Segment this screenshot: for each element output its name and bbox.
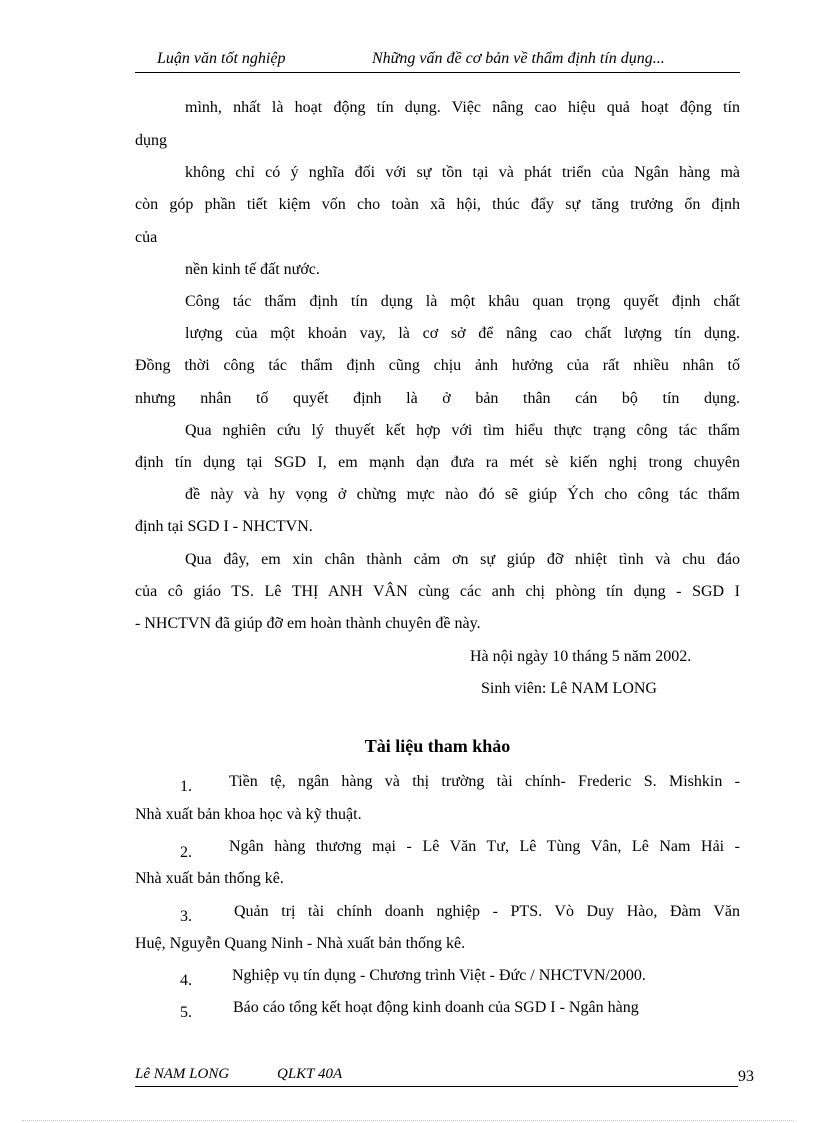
body-line: - NHCTVN đã giúp đỡ em hoàn thành chuyên đề này.	[135, 615, 481, 632]
reference-text: Tiền tệ, ngân hàng và thị trường tài chính- Frederic S. Mishkin -	[229, 773, 740, 790]
body-line: Qua đây, em xin chân thành cảm ơn sự giúp đỡ nhiệt tình và chu đáo	[185, 551, 740, 568]
body-line: đề này và hy vọng ở chừng mực nào đó sẽ giúp Ých cho công tác thẩm	[185, 486, 740, 503]
references-title: Tài liệu tham khảo	[364, 736, 511, 756]
reference-text: Ngân hàng thương mại - Lê Văn Tư, Lê Tùng Vân, Lê Nam Hải -	[229, 838, 740, 855]
reference-number: 4.	[180, 972, 192, 989]
body-line: Công tác thẩm định tín dụng là một khâu quan trọng quyết định chất	[185, 293, 740, 310]
page-footer	[135, 1066, 738, 1087]
reference-number: 5.	[180, 1004, 192, 1021]
reference-text: Nhà xuất bản khoa học và kỹ thuật.	[135, 806, 362, 823]
header-thesis-topic: Những vấn đề cơ bản về thẩm định tín dụng...	[372, 50, 665, 67]
header-thesis-label: Luận văn tốt nghiệp	[157, 50, 286, 67]
body-line: nền kinh tế đất nước.	[185, 261, 320, 278]
body-line: của cô giáo TS. Lê THỊ ANH VÂN cùng các anh chị phòng tín dụng - SGD I	[135, 583, 740, 600]
body-line: còn góp phần tiết kiệm vốn cho toàn xã hội, thúc đẩy sự tăng trưởng ổn định	[135, 196, 740, 213]
reference-text: Quản trị tài chính doanh nghiệp - PTS. Vò Duy Hào, Đàm Văn	[234, 903, 740, 920]
body-line: nhưng nhân tố quyết định là ở bản thân cán bộ tín dụng.	[135, 390, 740, 407]
body-line: định tín dụng tại SGD I, em mạnh dạn đưa ra mét sè kiến nghị trong chuyên	[135, 454, 740, 471]
reference-text: Huệ, Nguyễn Quang Ninh - Nhà xuất bản thống kê.	[135, 935, 466, 952]
body-line: mình, nhất là hoạt động tín dụng. Việc nâng cao hiệu quả hoạt động tín	[185, 99, 740, 116]
body-line: Đồng thời công tác thẩm định cũng chịu ảnh hưởng của rất nhiều nhân tố	[135, 357, 740, 374]
date-line: Hà nội ngày 10 tháng 5 năm 2002.	[470, 648, 692, 665]
footer-author: Lê NAM LONG	[135, 1066, 230, 1082]
signature: Sinh viên: Lê NAM LONG	[481, 680, 657, 697]
page-edge-divider	[22, 1120, 794, 1121]
body-line: của	[135, 229, 158, 246]
page-number: 93	[738, 1068, 754, 1085]
body-line: Qua nghiên cứu lý thuyết kết hợp với tìm hiểu thực trạng công tác thẩm	[185, 422, 740, 439]
reference-text: Báo cáo tổng kết hoạt động kinh doanh của SGD I - Ngân hàng	[233, 999, 639, 1016]
reference-number: 1.	[180, 778, 192, 795]
reference-text: Nhà xuất bản thống kê.	[135, 870, 284, 887]
reference-number: 2.	[180, 844, 192, 861]
reference-number: 3.	[180, 908, 192, 925]
body-line: dụng	[135, 132, 167, 149]
reference-text: Nghiệp vụ tín dụng - Chương trình Việt - Đức / NHCTVN/2000.	[232, 967, 646, 984]
body-line: định tại SGD I - NHCTVN.	[135, 518, 313, 535]
page-header	[135, 50, 740, 73]
body-line: không chỉ có ý nghĩa đối với sự tồn tại và phát triển của Ngân hàng mà	[185, 164, 740, 181]
footer-class: QLKT 40A	[277, 1066, 343, 1082]
body-line: lượng của một khoản vay, là cơ sở để nâng cao chất lượng tín dụng.	[185, 325, 740, 342]
